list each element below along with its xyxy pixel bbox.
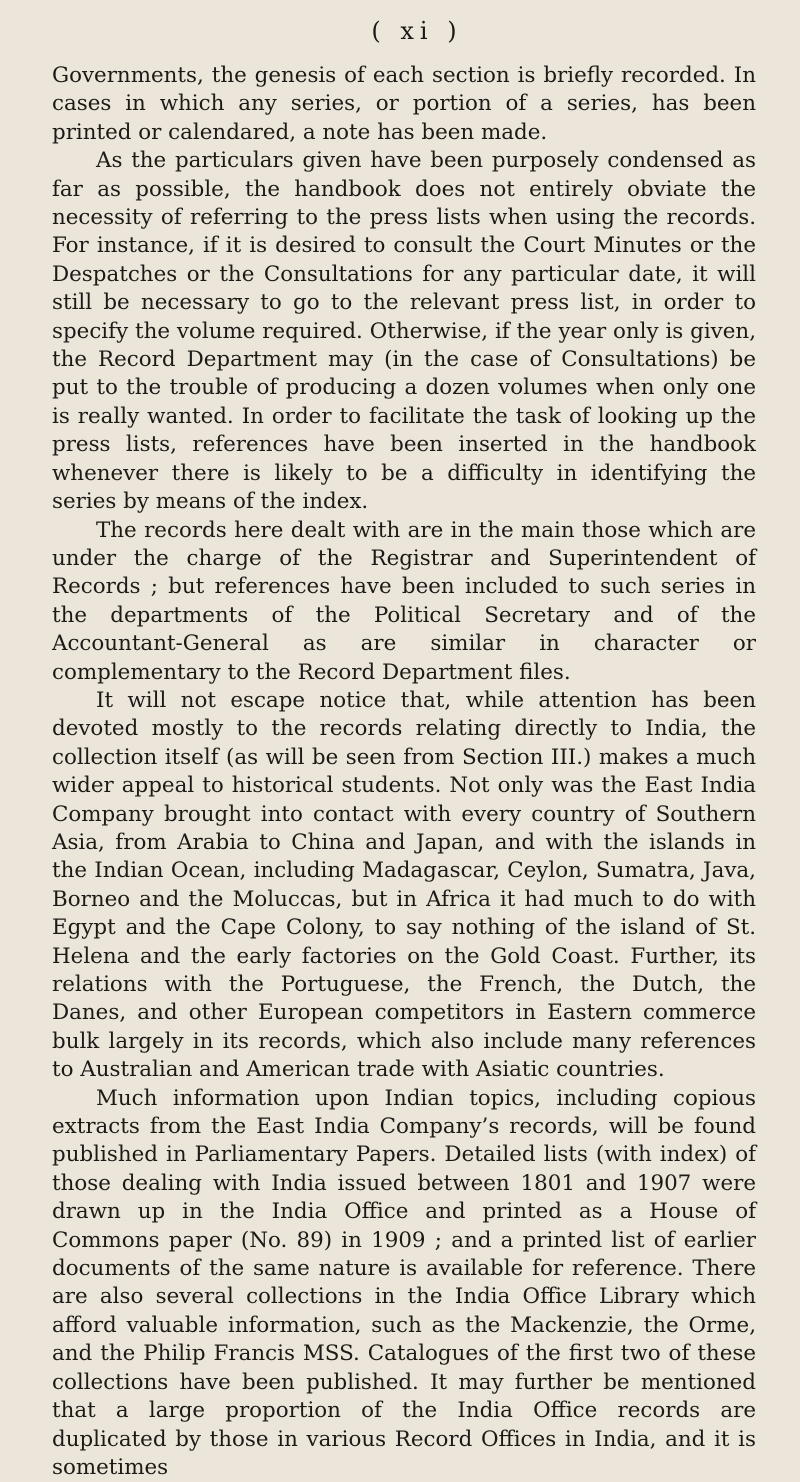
paragraph-2: As the particulars given have been purposely condensed as far as possible, the handbook does not entirely obviate the necessity of referring to the press lists when using the records. For instance, if it is desired to consult the Court Minutes or the Despatches or the Consultations for any particular date, it will still be necessary to go to the relevant press list, in order to specify the volume required. Otherwise, if the year only is given, the Record Department may (in the case of Consultations) be put to the trouble of producing a dozen volumes when only one is really wanted. In order to facilitate the task of looking up the press lists, references have been inserted in the handbook whenever there is likely to be a difficulty in identifying the series by means of the index. bbox=[52, 148, 756, 515]
body-text bbox=[52, 62, 756, 1482]
paragraph-4: It will not escape notice that, while attention has been devoted mostly to the records relating directly to India, the collection itself (as will be seen from Section III.) makes a much wider appeal to historical students. Not only was the East India Company brought into contact with every country of Southern Asia, from Arabia to China and Japan, and with the islands in the Indian Ocean, including Madagascar, Ceylon, Sumatra, Java, Borneo and the Moluccas, but in Africa it had much to do with Egypt and the Cape Colony, to say nothing of the island of St. Helena and the early factories on the Gold Coast. Further, its relations with the Portuguese, the French, the Dutch, the Danes, and other European competitors in Eastern commerce bulk largely in its records, which also include many references to Australian and American trade with Asiatic countries. bbox=[52, 687, 756, 1083]
paragraph-5: Much information upon Indian topics, including copious extracts from the East India Company’s records, will be found published in Parliamentary Papers. Detailed lists (with index) of those dealing with India issued between 1801 and 1907 were drawn up in the India Office and printed as a House of Commons paper (No. 89) in 1909 ; and a printed list of earlier documents of the same nature is available for reference. There are also several collections in the India Office Library which afford valuable information, such as the Mackenzie, the Orme, and the Philip Francis MSS. Catalogues of the first two of these collections have been published. It may further be mentioned that a large proportion of the India Office records are duplicated by those in various Record Offices in India, and it is sometimes bbox=[52, 1085, 756, 1480]
paragraph-1: Governments, the genesis of each section is briefly recorded. In cases in which any series, or portion of a series, has been printed or calendared, a note has been made. bbox=[52, 63, 756, 145]
page-number: ( xi ) bbox=[371, 17, 463, 45]
paragraph-3: The records here dealt with are in the main those which are under the charge of the Registrar and Superintendent of Records ; but references have been included to such series in the departments of the Political Secretary and of the Accountant-General as are similar in character or complementary to the Record Department files. bbox=[52, 517, 756, 685]
